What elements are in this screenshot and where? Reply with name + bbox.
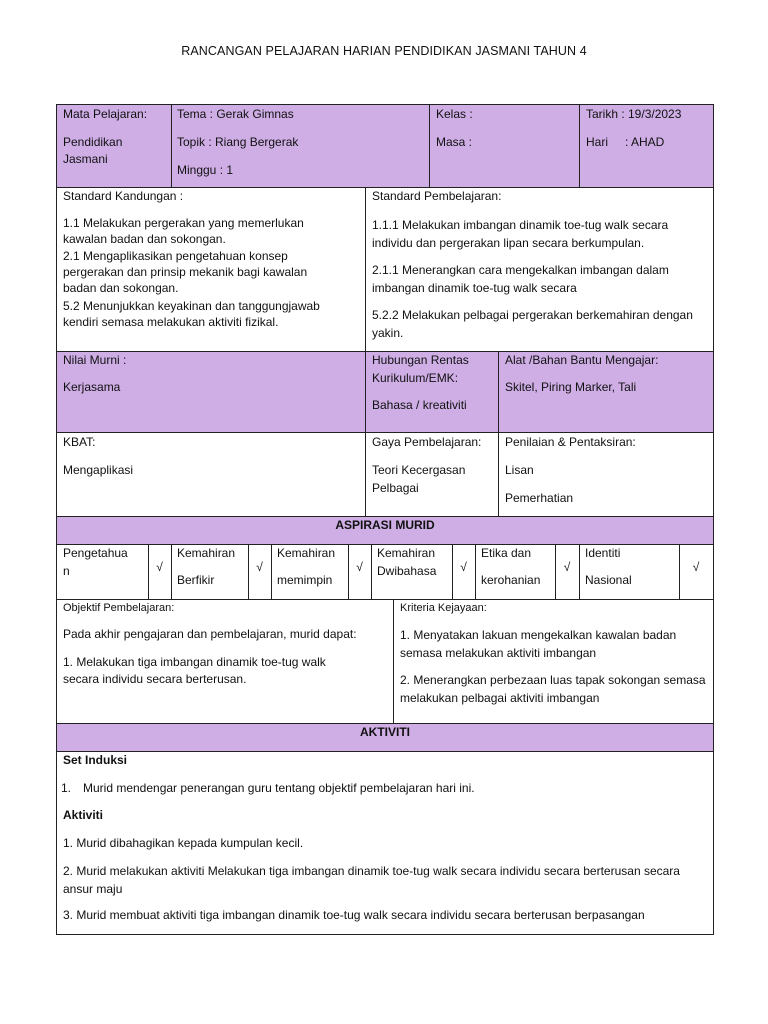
aspirasi-item-5-line1: Etika dan	[481, 546, 532, 560]
alat-value: Skitel, Piring Marker, Tali	[505, 380, 637, 394]
hari-value: : AHAD	[625, 135, 665, 149]
standard-kandungan-3: 5.2 Menunjukkan keyakinan dan tanggungjawab kendiri semasa melakukan aktiviti fizikal.	[63, 299, 320, 329]
aspirasi-item-6-line2: Nasional	[585, 573, 632, 587]
aspirasi-check-1: √	[156, 560, 163, 574]
standard-kandungan-label: Standard Kandungan :	[63, 189, 184, 203]
nilai-murni-label: Nilai Murni :	[63, 353, 127, 367]
objektif-intro: Pada akhir pengajaran dan pembelajaran, murid dapat:	[63, 627, 357, 641]
aktiviti-step-2: 2. Murid melakukan aktiviti Melakukan tiga imbangan dinamik toe-tug walk secara individu secara berterusan secara ansur maju	[63, 864, 680, 896]
aspirasi-check-6: √	[692, 560, 700, 574]
tarikh-text: Tarikh : 19/3/2023	[586, 107, 682, 121]
mata-pelajaran-label: Mata Pelajaran:	[63, 107, 148, 121]
standard-pembelajaran-3: 5.2.2 Melakukan pelbagai pergerakan berkemahiran dengan yakin.	[372, 308, 693, 340]
standard-pembelajaran-label: Standard Pembelajaran:	[372, 189, 502, 203]
topik-text: Topik : Riang Bergerak	[177, 135, 299, 149]
gaya-value-2: Pelbagai	[372, 481, 419, 495]
aspirasi-item-2-line1: Kemahiran	[177, 546, 236, 560]
mata-pelajaran-value-2: Jasmani	[63, 152, 108, 166]
kriteria-label: Kriteria Kejayaan:	[400, 602, 487, 614]
aspirasi-check-3: √	[356, 560, 363, 574]
kriteria-2: 2. Menerangkan perbezaan luas tapak sokongan semasa melakukan pelbagai aktiviti imbangan	[400, 673, 706, 705]
aktiviti-heading: AKTIVITI	[360, 725, 410, 739]
hubungan-label-2: Kurikulum/EMK:	[372, 371, 459, 385]
aspirasi-item-4-line2: Dwibahasa	[377, 564, 437, 578]
aspirasi-item-1-line1: Pengetahua	[63, 546, 128, 560]
aspirasi-item-1-line2: n	[63, 564, 70, 578]
objektif-item-1: 1. Melakukan tiga imbangan dinamik toe-tug walk secara individu secara berterusan.	[63, 655, 326, 686]
penilaian-2: Pemerhatian	[505, 491, 574, 505]
kbat-value: Mengaplikasi	[63, 463, 134, 477]
aspirasi-check-5: √	[563, 560, 571, 574]
aktiviti-step-1: 1. Murid dibahagikan kepada kumpulan kecil.	[63, 836, 304, 850]
minggu-text: Minggu : 1	[177, 163, 234, 177]
tema-text: Tema : Gerak Gimnas	[177, 107, 294, 121]
standard-kandungan-2: 2.1 Mengaplikasikan pengetahuan konsep pergerakan dan prinsip mekanik bagi kawalan badan dan sokongan.	[63, 249, 308, 295]
page-title: RANCANGAN PELAJARAN HARIAN PENDIDIKAN JASMANI TAHUN 4	[181, 44, 587, 58]
alat-label: Alat /Bahan Bantu Mengajar:	[505, 353, 659, 367]
masa-label: Masa :	[436, 135, 473, 149]
penilaian-1: Lisan	[505, 463, 534, 477]
kbat-label: KBAT:	[63, 435, 96, 449]
set-induksi-label: Set Induksi	[63, 753, 128, 767]
aspirasi-check-2: √	[256, 560, 263, 574]
induksi-1-number: 1.	[61, 781, 72, 795]
nilai-murni-value: Kerjasama	[63, 380, 121, 394]
kelas-label: Kelas :	[436, 107, 473, 121]
gaya-label: Gaya Pembelajaran:	[372, 435, 482, 449]
standard-pembelajaran-2: 2.1.1 Menerangkan cara mengekalkan imbangan dalam imbangan dinamik toe-tug walk secara	[372, 263, 669, 295]
kriteria-1: 1. Menyatakan lakuan mengekalkan kawalan badan semasa melakukan aktiviti imbangan	[400, 628, 677, 660]
aspirasi-item-4-line1: Kemahiran	[377, 546, 436, 560]
aspirasi-item-5-line2: kerohanian	[481, 573, 541, 587]
hari-label: Hari	[586, 135, 609, 149]
penilaian-label: Penilaian & Pentaksiran:	[505, 435, 636, 449]
aspirasi-heading: ASPIRASI MURID	[335, 518, 435, 532]
mata-pelajaran-value-1: Pendidikan	[63, 135, 123, 149]
aspirasi-item-6-line1: Identiti	[585, 546, 621, 560]
aspirasi-item-3-line2: memimpin	[277, 573, 333, 587]
aspirasi-item-3-line1: Kemahiran	[277, 546, 336, 560]
aspirasi-check-4: √	[460, 560, 467, 574]
induksi-1-text: Murid mendengar penerangan guru tentang objektif pembelajaran hari ini.	[83, 781, 475, 795]
hubungan-label-1: Hubungan Rentas	[372, 353, 469, 367]
standard-pembelajaran-1: 1.1.1 Melakukan imbangan dinamik toe-tug walk secara individu dan pergerakan lipan secara berkumpulan.	[372, 218, 669, 250]
aktiviti-label: Aktiviti	[63, 808, 104, 822]
gaya-value-1: Teori Kecergasan	[372, 463, 466, 477]
aktiviti-step-3: 3. Murid membuat aktiviti tiga imbangan dinamik toe-tug walk secara individu secara berterusan berpasangan	[63, 908, 645, 922]
aspirasi-item-2-line2: Berfikir	[177, 573, 215, 587]
standard-kandungan-1: 1.1 Melakukan pergerakan yang memerlukan kawalan badan dan sokongan.	[63, 216, 304, 246]
objektif-label: Objektif Pembelajaran:	[63, 602, 175, 614]
hubungan-value: Bahasa / kreativiti	[372, 398, 467, 412]
